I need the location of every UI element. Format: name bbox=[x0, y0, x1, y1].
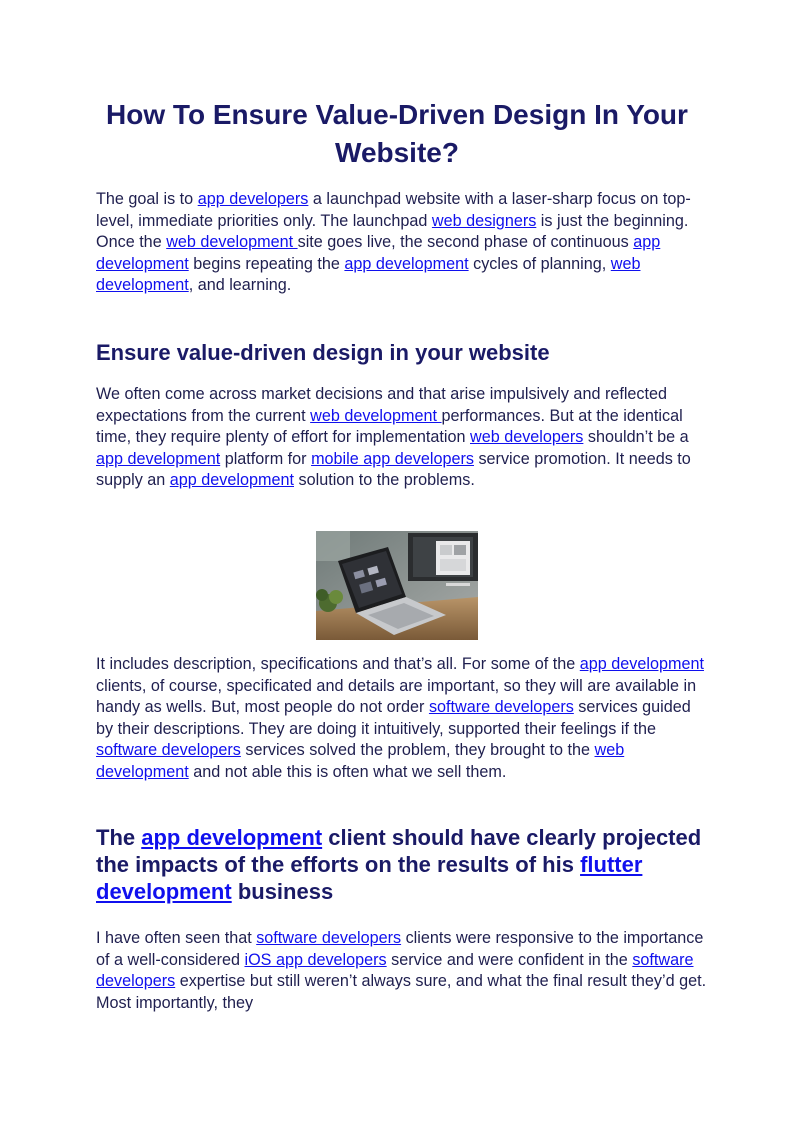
text-run: cycles of planning, bbox=[468, 254, 611, 273]
text-run: clients were responsive to the importance of a well-considered bbox=[96, 929, 704, 969]
heading-run: client should have clearly projected the impacts of the efforts on the results of his bbox=[96, 825, 702, 877]
laptop-desk-photo bbox=[316, 531, 478, 640]
link-web-designers[interactable]: web designers bbox=[431, 211, 537, 230]
text-run: clients, of course, specificated and details are important, so they will are available in handy as wells. But, most people do not order bbox=[96, 676, 697, 717]
link-web-development[interactable]: web development bbox=[310, 406, 442, 425]
text-run: service and were confident in the bbox=[386, 950, 633, 969]
section-heading: Ensure value-driven design in your website bbox=[96, 340, 550, 365]
text-run: solution to the problems. bbox=[294, 471, 475, 490]
text-run: site goes live, the second phase of continuous bbox=[297, 233, 634, 252]
link-web-development[interactable]: web development bbox=[96, 741, 625, 781]
text-run: It includes description, specifications and that’s all. For some of the bbox=[96, 655, 580, 673]
text-run: The goal is to bbox=[96, 190, 198, 208]
section-paragraph bbox=[96, 384, 708, 492]
link-app-development[interactable]: app development bbox=[141, 825, 323, 850]
page-title: How To Ensure Value-Driven Design In Your Website? bbox=[106, 99, 688, 168]
text-run: shouldn’t be a bbox=[583, 428, 689, 447]
heading-run: The bbox=[96, 825, 142, 850]
link-web-development[interactable]: web development bbox=[166, 233, 298, 252]
link-app-development[interactable]: app development bbox=[579, 655, 704, 673]
text-run: platform for bbox=[220, 449, 312, 468]
link-app-developers[interactable]: app developers bbox=[197, 190, 309, 208]
intro-paragraph bbox=[96, 189, 708, 297]
heading-run: business bbox=[231, 879, 334, 904]
body-paragraph bbox=[96, 654, 708, 784]
text-run: expertise but still weren’t always sure, and what the final result they’d get. Most importantly, they bbox=[96, 972, 707, 1012]
link-mobile-app-developers[interactable]: mobile app developers bbox=[311, 449, 474, 468]
text-run: services solved the problem, they brought to the bbox=[240, 741, 595, 760]
section-heading-with-links bbox=[96, 824, 716, 905]
text-run: a launchpad website with a laser-sharp focus on top-level, immediate priorities only. The launchpad bbox=[96, 190, 691, 230]
text-run: We often come across market decisions and that arise impulsively and reflected expectations from the current bbox=[96, 385, 668, 425]
link-app-development[interactable]: app development bbox=[96, 233, 661, 273]
text-run: , and learning. bbox=[188, 276, 292, 295]
text-run: performances. But at the identical time, they require plenty of effort for implementation bbox=[96, 406, 683, 447]
link-app-development[interactable]: app development bbox=[344, 254, 469, 273]
text-run: service promotion. It needs to supply an bbox=[96, 449, 691, 490]
link-app-development[interactable]: app development bbox=[96, 449, 221, 468]
link-software-developers[interactable]: software developers bbox=[428, 698, 574, 717]
closing-paragraph bbox=[96, 928, 708, 1014]
link-app-development[interactable]: app development bbox=[169, 471, 294, 490]
text-run: services guided by their descriptions. They are doing it intuitively, supported their feelings if the bbox=[96, 698, 691, 738]
link-web-developers[interactable]: web developers bbox=[470, 428, 584, 447]
text-run: I have often seen that bbox=[96, 929, 257, 947]
link-flutter-development[interactable]: flutter development bbox=[96, 852, 643, 904]
text-run: begins repeating the bbox=[188, 254, 345, 273]
text-run: is just the beginning. Once the bbox=[96, 211, 689, 252]
text-run: and not able this is often what we sell them. bbox=[188, 762, 507, 781]
link-ios-app-developers[interactable]: iOS app developers bbox=[244, 950, 387, 969]
link-software-developers[interactable]: software developers bbox=[256, 929, 402, 947]
link-software-developers[interactable]: software developers bbox=[96, 741, 241, 760]
laptop-photo-illustration bbox=[316, 531, 478, 640]
link-web-development[interactable]: web development bbox=[96, 254, 641, 295]
link-software-developers[interactable]: software developers bbox=[96, 950, 694, 991]
